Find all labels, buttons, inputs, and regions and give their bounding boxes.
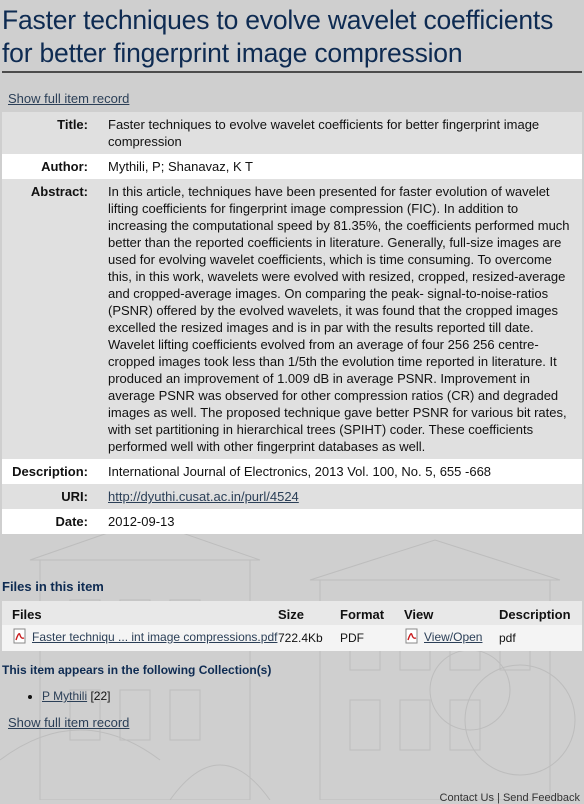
metadata-row-description <box>2 459 582 484</box>
metadata-row-title <box>2 112 582 154</box>
footer-separator: | <box>493 792 503 804</box>
metadata-value <box>108 484 582 509</box>
file-format: PDF <box>340 625 404 651</box>
list-item <box>42 689 584 703</box>
files-table <box>2 601 582 651</box>
file-size: 722.4Kb <box>278 625 340 651</box>
files-column-header: Files <box>2 601 278 625</box>
files-column-header: Format <box>340 601 404 625</box>
title-divider <box>2 71 582 73</box>
collection-count: [22] <box>90 689 111 703</box>
metadata-value: International Journal of Electronics, 2013 Vol. 100, No. 5, 655 -668 <box>108 459 582 484</box>
metadata-value: 2012-09-13 <box>108 509 582 534</box>
contact-us-link[interactable]: Contact Us <box>439 792 494 804</box>
metadata-label: Description: <box>2 459 108 484</box>
table-row <box>2 625 582 651</box>
metadata-row-abstract <box>2 179 582 459</box>
page-title: Faster techniques to evolve wavelet coefficients for better fingerprint image compression <box>2 5 554 68</box>
show-full-record-link[interactable]: Show full item record <box>8 91 130 106</box>
footer <box>440 792 580 804</box>
files-column-header: Size <box>278 601 340 625</box>
metadata-value: In this article, techniques have been presented for faster evolution of wavelet lifting coefficients for fingerprint image compression (FIC). In addition to increasing the computational speed by 81.35%, the coefficients performed much better than the reported coefficients in literature. Generally, full-size images are used for evolving wavelet coefficients, which is time consuming. To overcome this, in this work, wavelets were evolved with resized, cropped, resized-average and cropped-average images. On comparing the peak- signal-to-noise-ratios (PSNR) offered by the evolved wavelets, it was found that the cropped images excelled the resized images and is in par with the results reported till date. Wavelet lifting coefficients evolved from an average of four 256 256 centre-cropped images took less than 1/5th the evolution time reported in literature. It produced an improvement of 1.009 dB in average PSNR. Improvement in average PSNR was observed for other compression ratios (CR) and degraded images as well. The proposed technique gave better PSNR for various bit rates, with set partitioning in hierarchical trees (SPIHT) coder. These coefficients performed well with other fingerprint databases as well. <box>108 179 582 459</box>
metadata-label: Abstract: <box>2 179 108 459</box>
files-header-row <box>2 601 582 625</box>
metadata-table <box>2 112 582 534</box>
send-feedback-link[interactable]: Send Feedback <box>502 792 580 804</box>
metadata-row-uri <box>2 484 582 509</box>
show-full-record-link-bottom[interactable]: Show full item record <box>8 715 130 730</box>
file-name-link[interactable]: Faster techniqu ... int image compressions.pdf <box>32 630 278 644</box>
metadata-value: Faster techniques to evolve wavelet coefficients for better fingerprint image compression <box>108 112 582 154</box>
pdf-file-icon[interactable] <box>404 628 420 647</box>
files-column-header: Description <box>499 601 582 625</box>
view-open-link[interactable]: View/Open <box>424 630 483 644</box>
collections-list <box>0 689 584 703</box>
file-description: pdf <box>499 625 582 651</box>
metadata-row-date <box>2 509 582 534</box>
metadata-label: Title: <box>2 112 108 154</box>
files-heading: Files in this item <box>2 579 104 594</box>
collections-heading: This item appears in the following Collection(s) <box>2 663 272 677</box>
file-name-cell <box>2 625 278 651</box>
metadata-label: Author: <box>2 154 108 179</box>
metadata-value: Mythili, P; Shanavaz, K T <box>108 154 582 179</box>
collection-link[interactable]: P Mythili <box>42 689 88 703</box>
files-column-header: View <box>404 601 499 625</box>
metadata-label: Date: <box>2 509 108 534</box>
metadata-row-author <box>2 154 582 179</box>
file-view-cell <box>404 625 499 651</box>
uri-link[interactable]: http://dyuthi.cusat.ac.in/purl/4524 <box>108 489 299 504</box>
pdf-file-icon[interactable] <box>12 628 28 647</box>
metadata-label: URI: <box>2 484 108 509</box>
